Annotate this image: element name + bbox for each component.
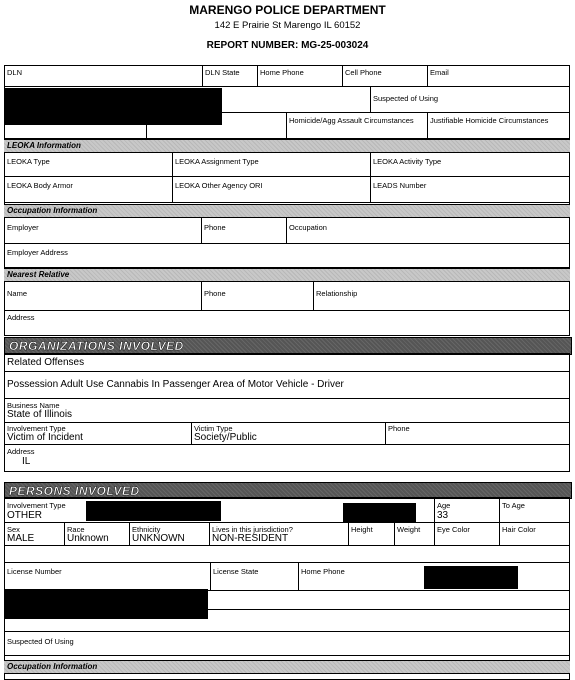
person-home-phone-label: Home Phone: [301, 567, 345, 576]
license-number-label: License Number: [7, 567, 62, 576]
ethnicity-label: Ethnicity: [132, 525, 161, 534]
relationship-label: Relationship: [316, 289, 358, 298]
license-state-label: License State: [213, 567, 259, 576]
employer-label: Employer: [7, 223, 39, 232]
department-address: 142 E Prairie St Marengo IL 60152: [214, 20, 361, 31]
jurisdiction-value: NON-RESIDENT: [212, 533, 289, 544]
persons-section-header: PERSONS INVOLVED: [4, 482, 572, 499]
leoka-activity-label: LEOKA Activity Type: [373, 157, 442, 166]
justifiable-homicide-label: Justifiable Homicide Circumstances: [430, 116, 549, 125]
race-label: Race: [67, 525, 85, 534]
height-label: Height: [351, 525, 373, 534]
victim-type-value: Society/Public: [194, 432, 257, 443]
relative-name-label: Name: [7, 289, 28, 298]
occupation-label: Occupation: [289, 223, 327, 232]
home-phone-label: Home Phone: [260, 68, 304, 77]
weight-label: Weight: [397, 525, 421, 534]
redaction-block: [86, 501, 221, 521]
org-address-value: IL: [22, 456, 31, 467]
org-phone-label: Phone: [388, 424, 410, 433]
ethnicity-value: UNKNOWN: [132, 533, 185, 544]
person-involvement-type-label: Involvement Type: [7, 501, 66, 510]
relative-address-label: Address: [7, 313, 35, 322]
redaction-block: [343, 503, 416, 522]
jurisdiction-label: Lives in this jurisdiction?: [212, 525, 293, 534]
leoka-type-label: LEOKA Type: [7, 157, 50, 166]
business-name-label: Business Name: [7, 401, 60, 410]
related-offenses-label: Related Offenses: [7, 357, 85, 368]
sex-value: MALE: [7, 533, 35, 544]
redaction-block: [424, 566, 518, 589]
offense-text: Possession Adult Use Cannabis In Passenger Area of Motor Vehicle - Driver: [7, 379, 344, 390]
org-involvement-type-label: Involvement Type: [7, 424, 66, 433]
leads-number-label: LEADS Number: [373, 181, 427, 190]
person-suspected-of-using-label: Suspected Of Using: [7, 637, 74, 646]
report-number: REPORT NUMBER: MG-25-003024: [206, 40, 369, 51]
hair-color-label: Hair Color: [502, 525, 536, 534]
business-name-value: State of Illinois: [7, 409, 73, 420]
cell-phone-label: Cell Phone: [345, 68, 382, 77]
to-age-label: To Age: [502, 501, 525, 510]
nearest-relative-header: Nearest Relative: [4, 268, 570, 282]
org-involvement-type-value: Victim of Incident: [7, 432, 83, 443]
person-involvement-type-value: OTHER: [7, 510, 42, 521]
suspected-of-using-label: Suspected of Using: [373, 94, 439, 103]
victim-type-label: Victim Type: [194, 424, 233, 433]
sex-label: Sex: [7, 525, 20, 534]
eye-color-label: Eye Color: [437, 525, 470, 534]
race-value: Unknown: [67, 533, 109, 544]
organizations-section-header: ORGANIZATIONS INVOLVED: [4, 337, 572, 355]
leoka-assignment-label: LEOKA Assignment Type: [175, 157, 259, 166]
employer-address-label: Employer Address: [7, 248, 68, 257]
occupation-section-header: Occupation Information: [4, 204, 570, 218]
employer-phone-label: Phone: [204, 223, 226, 232]
email-label: Email: [430, 68, 449, 77]
age-label: Age: [437, 501, 451, 510]
leoka-other-agency-label: LEOKA Other Agency ORI: [175, 181, 263, 190]
age-value: 33: [437, 510, 449, 521]
redaction-block: [4, 88, 222, 125]
leoka-section-header: LEOKA Information: [4, 139, 570, 153]
leoka-body-armor-label: LEOKA Body Armor: [7, 181, 73, 190]
person-occupation-section-header: Occupation Information: [4, 660, 570, 674]
homicide-circumstances-label: Homicide/Agg Assault Circumstances: [289, 116, 414, 125]
dln-state-label: DLN State: [205, 68, 240, 77]
redaction-block: [4, 589, 208, 619]
org-address-label: Address: [7, 447, 35, 456]
dln-label: DLN: [7, 68, 23, 77]
department-title: MARENGO POLICE DEPARTMENT: [189, 3, 386, 17]
relative-phone-label: Phone: [204, 289, 226, 298]
